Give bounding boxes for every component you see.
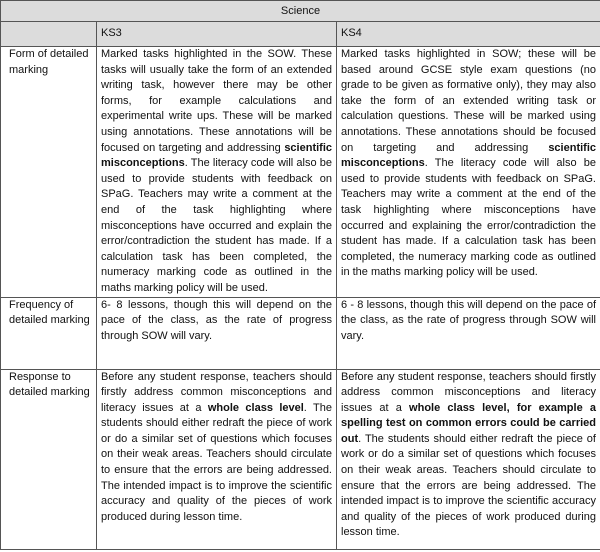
text-run: 6- 8 lessons, though this will depend on the pace of the class, as the rate of progress through SOW will vary.: [101, 298, 332, 342]
emphasis-text: whole class level: [207, 401, 304, 414]
table-title: Science: [1, 1, 600, 22]
text-run: 6 - 8 lessons, though this will depend on the pace of the class, as the rate of progress through SOW will vary.: [341, 298, 596, 342]
table-row: [1, 47, 600, 298]
title-row: [1, 1, 600, 22]
header-ks4: KS4: [337, 22, 600, 47]
text-run: . The literacy code will also be used to provide students with feedback on SPaG. Teachers may write a comment at the end of the task highlighting where misconceptions have occurred and explaining the error/contradiction the student has made. If a calculation task has been completed, the numeracy marking code as outlined in the maths marking policy will be used.: [341, 157, 596, 279]
header-blank-cell: [1, 22, 97, 47]
row-label: Frequency of detailed marking: [1, 297, 97, 369]
header-ks3: KS3: [97, 22, 337, 47]
ks4-cell: [337, 369, 600, 549]
emphasis-text: whole class level, for example a spelling test on common errors could be carried out: [341, 401, 597, 445]
ks4-cell: [337, 297, 600, 369]
row-label: Response to detailed marking: [1, 369, 97, 549]
text-run: Marked tasks highlighted in the SOW. These tasks will usually take the form of an extended writing task, however there may be other forms, for example calculations and experimental write ups. These will be marked using annotations. These annotations will be focused on targeting and addressing: [101, 48, 332, 154]
ks4-cell: [337, 47, 600, 298]
table-row: [1, 297, 600, 369]
text-run: Before any student response, teachers should firstly address common misconceptions and literacy issues at a: [341, 370, 596, 414]
text-run: . The students should either redraft the piece of work or do a similar set of questions which focuses on their weak areas. Teachers should circulate to ensure that the errors are being addressed. The intended impact is to improve the scientific accuracy and quality of the pieces of work produced during lesson time.: [341, 432, 596, 539]
text-run: . The students should either redraft the piece of work or do a similar set of questions which focuses on their weak areas. Teachers should circulate to ensure that the errors are being addressed. The intended impact is to improve the scientific accuracy and quality of the pieces of work produced during lesson time.: [101, 401, 332, 523]
ks3-cell: [97, 297, 337, 369]
ks3-cell: [97, 47, 337, 298]
emphasis-text: scientific misconceptions: [341, 141, 596, 170]
table-row: [1, 369, 600, 549]
row-label: Form of detailed marking: [1, 47, 97, 298]
text-run: . The literacy code will also be used to provide students with feedback on SPaG. Teachers may write a comment at the end of the task highlighting where misconceptions have occurred and explain the error/contradiction the student has made. If a calculation task has been completed, the numeracy marking code as outlined in the maths marking policy will be used.: [101, 157, 332, 294]
emphasis-text: scientific misconceptions: [101, 141, 332, 170]
text-run: Before any student response, teachers should firstly address common misconceptions and literacy issues at a: [101, 370, 332, 414]
header-row: [1, 22, 600, 47]
ks3-cell: [97, 369, 337, 549]
text-run: Marked tasks highlighted in SOW; these will be based around GCSE style exam questions (no grade to be given as formative only), they may also take the form of an extended writing task or calculation questions. These will be marked using annotations. These annotations should be focused on targeting and addressing: [341, 48, 596, 154]
